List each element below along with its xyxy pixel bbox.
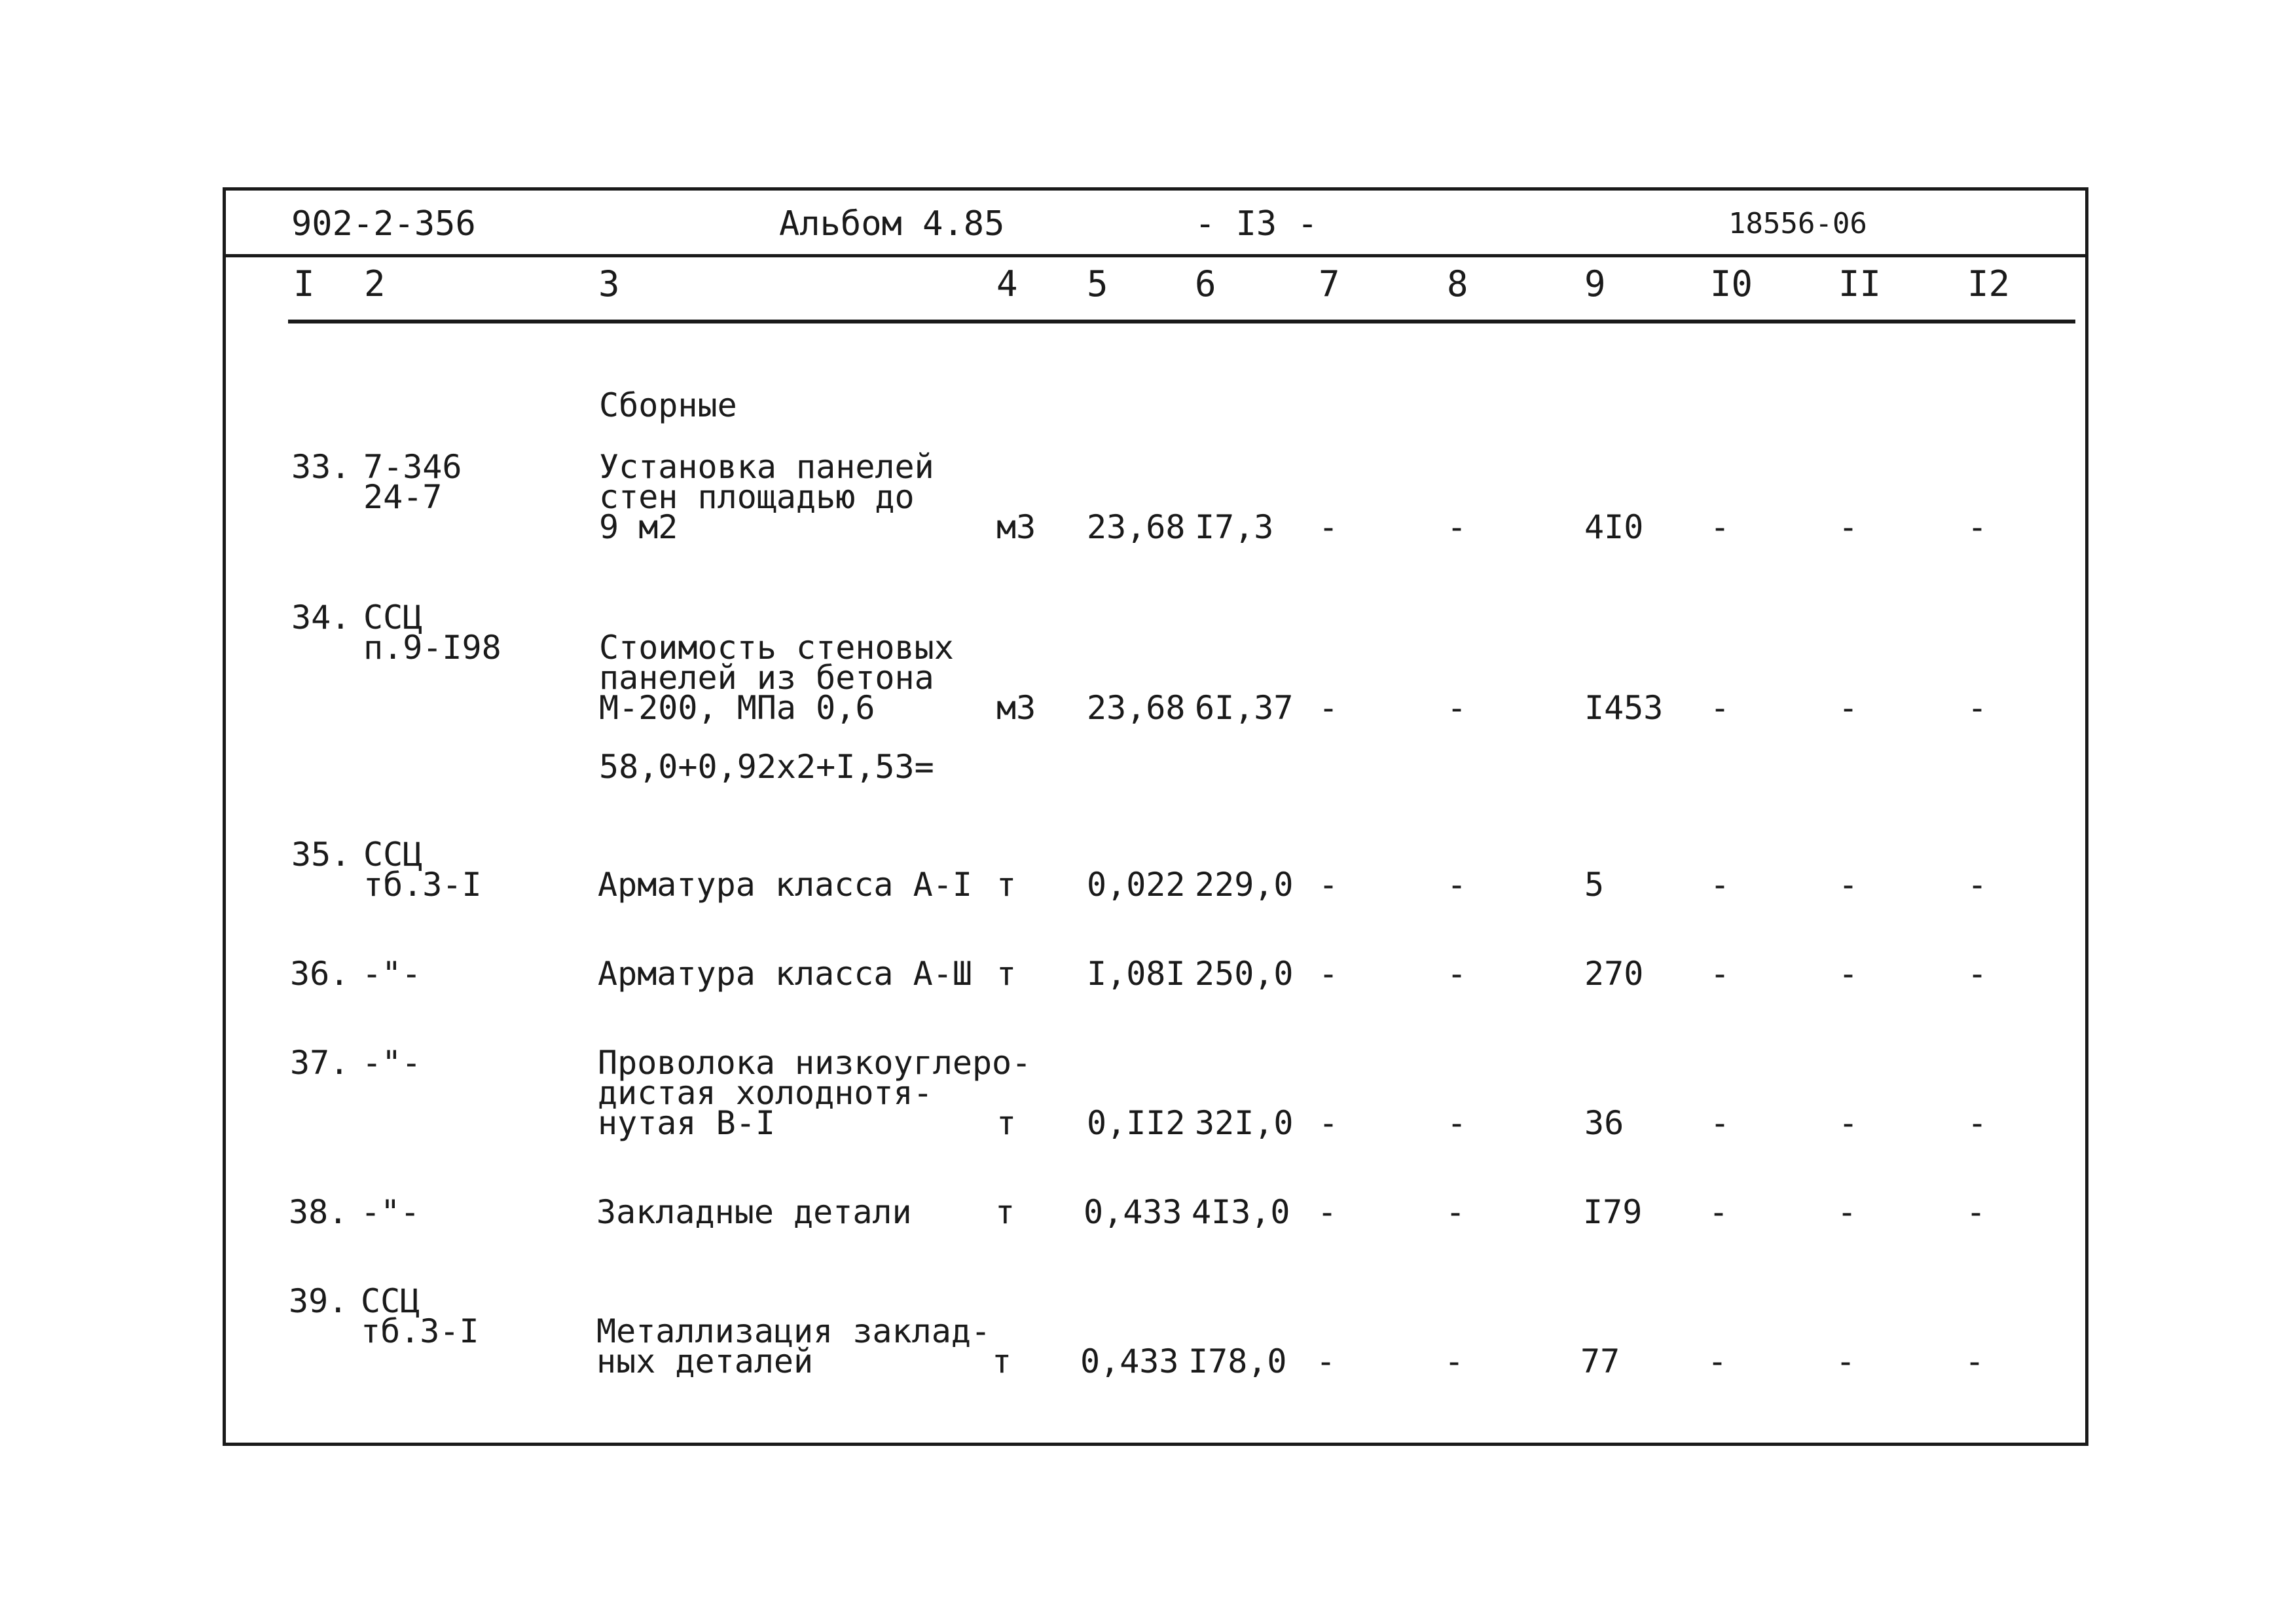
row-description: Металлизация заклад- ных деталей <box>596 1312 991 1380</box>
row-unit-price: 4I3,0 <box>1192 1193 1290 1231</box>
row-col8: - <box>1447 1104 1467 1142</box>
column-number: 8 <box>1447 263 1468 304</box>
row-unit: т <box>996 1104 1017 1142</box>
row-number: 36. <box>290 955 350 993</box>
row-number: 34. <box>291 599 351 637</box>
row-col7: - <box>1319 955 1339 993</box>
page-number: - I3 - <box>1195 204 1318 244</box>
section-title: Сборные <box>599 386 737 424</box>
row-col12: - <box>1967 866 1988 904</box>
row-quantity: 23,68 <box>1087 508 1186 546</box>
column-number: 4 <box>996 263 1018 304</box>
row-unit-price: 32I,0 <box>1195 1104 1294 1142</box>
row-unit: м3 <box>996 689 1036 727</box>
row-col8: - <box>1447 866 1467 904</box>
row-description: Арматура класса А-I <box>598 866 972 904</box>
row-unit: м3 <box>996 508 1036 546</box>
row-unit-price: I78,0 <box>1188 1342 1287 1380</box>
row-quantity: I,08I <box>1087 955 1186 993</box>
row-total: 36 <box>1584 1104 1624 1142</box>
row-description: Установка панелей стен площадью до 9 м2 <box>599 448 934 546</box>
row-col12: - <box>1967 689 1988 727</box>
row-col7: - <box>1319 508 1339 546</box>
column-number: 9 <box>1584 263 1606 304</box>
row-quantity: 0,022 <box>1087 866 1186 904</box>
column-number: 7 <box>1319 263 1340 304</box>
row-total: I453 <box>1584 689 1664 727</box>
column-number: I0 <box>1710 263 1753 304</box>
row-reference: ССЦ п.9-I98 <box>363 599 501 667</box>
row-col7: - <box>1319 689 1339 727</box>
row-col12: - <box>1966 1193 1986 1231</box>
column-number: I2 <box>1967 263 2011 304</box>
header-divider <box>226 254 2085 257</box>
column-number: 6 <box>1195 263 1216 304</box>
row-col8: - <box>1446 1193 1466 1231</box>
row-calculation-note: 58,0+0,92x2+I,53= <box>599 748 934 786</box>
album-label: Альбом 4.85 <box>779 204 1005 244</box>
row-col7: - <box>1319 866 1339 904</box>
row-col11: - <box>1838 508 1859 546</box>
row-reference: ССЦ тб.3-I <box>361 1282 479 1350</box>
row-unit: т <box>992 1342 1012 1380</box>
row-description: Проволока низкоуглеро- дистая холоднотя- нутая В-I <box>598 1044 1032 1142</box>
row-col10: - <box>1710 689 1730 727</box>
row-col8: - <box>1447 955 1467 993</box>
row-number: 33. <box>291 448 351 486</box>
row-unit-price: I7,3 <box>1195 508 1274 546</box>
row-col7: - <box>1319 1104 1339 1142</box>
document-frame <box>223 187 2088 1446</box>
row-number: 37. <box>290 1044 350 1082</box>
row-col11: - <box>1837 1193 1857 1231</box>
row-quantity: 0,II2 <box>1087 1104 1186 1142</box>
row-total: 77 <box>1580 1342 1620 1380</box>
row-total: 4I0 <box>1584 508 1644 546</box>
row-col8: - <box>1447 689 1467 727</box>
row-description: Закладные детали <box>596 1193 912 1231</box>
row-col10: - <box>1709 1193 1729 1231</box>
row-description: Стоимость стеновых панелей из бетона М-200, МПа 0,6 <box>599 629 954 727</box>
column-number: II <box>1838 263 1882 304</box>
row-col12: - <box>1967 508 1988 546</box>
row-col12: - <box>1967 955 1988 993</box>
document-number: 18556-06 <box>1728 207 1867 240</box>
row-col11: - <box>1836 1342 1856 1380</box>
column-number: 3 <box>598 263 620 304</box>
document-code: 902-2-356 <box>291 204 476 244</box>
row-reference: -"- <box>362 1044 422 1082</box>
row-description: Арматура класса А-Ш <box>598 955 972 993</box>
row-total: I79 <box>1583 1193 1643 1231</box>
column-number: 5 <box>1087 263 1108 304</box>
row-unit: т <box>996 866 1017 904</box>
row-col10: - <box>1707 1342 1728 1380</box>
row-quantity: 0,433 <box>1080 1342 1179 1380</box>
row-number: 39. <box>289 1282 348 1320</box>
row-number: 35. <box>291 836 351 874</box>
row-number: 38. <box>289 1193 348 1231</box>
row-unit-price: 250,0 <box>1195 955 1294 993</box>
row-quantity: 0,433 <box>1084 1193 1182 1231</box>
row-unit-price: 229,0 <box>1195 866 1294 904</box>
row-total: 5 <box>1584 866 1605 904</box>
row-col10: - <box>1710 508 1730 546</box>
column-number: 2 <box>364 263 386 304</box>
row-col8: - <box>1447 508 1467 546</box>
row-col11: - <box>1838 866 1859 904</box>
row-col12: - <box>1967 1104 1988 1142</box>
row-total: 270 <box>1584 955 1644 993</box>
row-reference: -"- <box>361 1193 420 1231</box>
row-unit-price: 6I,37 <box>1195 689 1294 727</box>
row-unit: т <box>995 1193 1015 1231</box>
row-col10: - <box>1710 866 1730 904</box>
row-col10: - <box>1710 955 1730 993</box>
row-reference: 7-346 24-7 <box>363 448 462 516</box>
row-col8: - <box>1444 1342 1465 1380</box>
row-col11: - <box>1838 689 1859 727</box>
column-number: I <box>293 263 315 304</box>
row-reference: ССЦ тб.3-I <box>363 836 482 904</box>
row-quantity: 23,68 <box>1087 689 1186 727</box>
row-unit: т <box>996 955 1017 993</box>
row-reference: -"- <box>362 955 422 993</box>
row-col7: - <box>1316 1342 1336 1380</box>
row-col11: - <box>1838 955 1859 993</box>
row-col12: - <box>1965 1342 1985 1380</box>
columns-divider <box>288 320 2075 323</box>
row-col11: - <box>1838 1104 1859 1142</box>
row-col10: - <box>1710 1104 1730 1142</box>
row-col7: - <box>1317 1193 1338 1231</box>
